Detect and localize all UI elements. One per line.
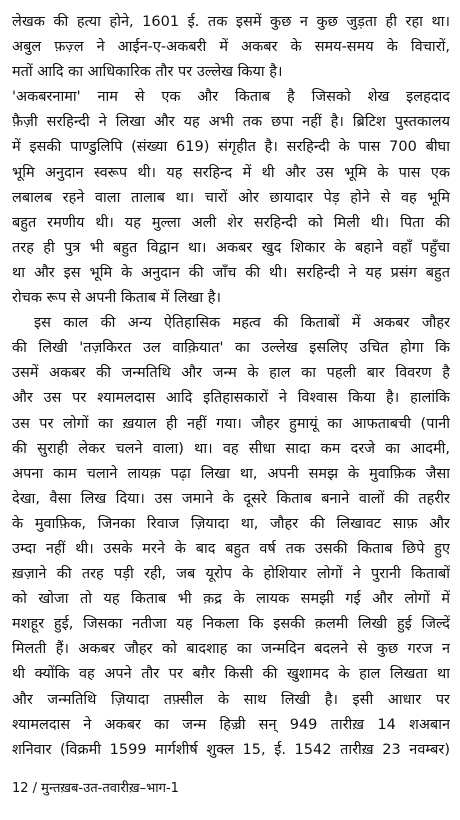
text-line: मशहूर हुई, जिसका नतीजा यह निकला कि इसकी क़लमी लिखी हुई जिल्दें — [12, 616, 450, 633]
text-line: 'अकबरनामा' नाम से एक और किताब है जिसको शेख इलहदाद — [12, 89, 450, 106]
text-line: देखा, वैसा लिख दिया। उस जमाने के दूसरे किताब बनाने वालों की तहरीर — [12, 490, 450, 507]
text-line: की लिखी 'तज़किरत उल वाक़ियात' का उल्लेख इसलिए उचित होगा कि — [12, 340, 450, 357]
text-line: था और इस भूमि के अनुदान की जाँच की थी। सरहिन्दी ने यह प्रसंग बहुत — [12, 264, 450, 281]
text-line: उम्दा नहीं थी। उसके मरने के बाद बहुत वर्ष तक उसकी किताब छिपे हुए — [12, 540, 450, 557]
text-line: इस काल की अन्य ऐतिहासिक महत्व की किताबों में अकबर जौहर — [34, 315, 450, 332]
text-line: भूमि अनुदान स्वरूप थी। यह सरहिन्द में थी और उस भूमि के पास एक — [12, 164, 450, 181]
text-line: बहुत रमणीय थी। यह मुल्ला अली शेर सरहिन्दी को मिली थी। पिता की — [12, 214, 450, 231]
text-body — [12, 10, 450, 763]
text-line: अबुल फ़ज़्ल ने आईन-ए-अकबरी में अकबर के समय-समय के विचारों, — [12, 39, 450, 56]
paragraph — [12, 85, 450, 311]
text-line: फ़ैज़ी सरहिन्दी ने लिखा और यह अभी तक छपा नहीं है। ब्रिटिश पुस्तकालय — [12, 114, 450, 131]
paragraph — [12, 311, 450, 763]
text-line: की सुराही लेकर चलने वाला) था। वह सीधा सादा कम दरजे का आदमी, — [12, 440, 450, 457]
text-line: लेखक की हत्या होने, 1601 ई. तक इसमें कुछ न कुछ जुड़ता ही रहा था। — [12, 14, 450, 30]
paragraph — [12, 10, 450, 85]
text-line: लबालब रहने वाला तालाब था। चारों ओर छायादार पेड़ होने से वह भूमि — [12, 189, 450, 206]
text-line: श्यामलदास ने अकबर का जन्म हिज़्री सन् 949 तारीख़ 14 शअबान — [12, 716, 450, 733]
document-page — [12, 10, 450, 810]
text-line: में इसकी पाण्डुलिपि (संख्या 619) संगृहीत है। सरहिन्दी के पास 700 बीघा — [12, 139, 450, 156]
text-line: थी क्योंकि वह अपने तौर पर बग़ैर किसी की खुशामद के हाल लिखता था — [12, 666, 450, 683]
text-line: उस पर लोगों का ख़याल ही नहीं गया। जौहर हुमायूं का आफताबची (पानी — [12, 415, 450, 432]
text-line: के मुवाफ़िक, जिनका रिवाज ज़ियादा था, जौहर की लिखावट साफ़ और — [12, 515, 450, 532]
text-line: को खोजा तो यह किताब भी क़द्र के लायक समझी गई और लोगों में — [12, 591, 450, 608]
text-line: मिलती हैं। अकबर जौहर को बादशाह का जन्मदिन बदलने से कुछ गरज न — [12, 641, 450, 658]
text-line: और उस पर श्यामलदास आदि इतिहासकारों ने विश्वास किया है। हालांकि — [12, 390, 450, 407]
text-line: शनिवार (विक्रमी 1599 मार्गशीर्ष शुक्ल 15, ई. 1542 तारीख़ 23 नवम्बर) — [12, 741, 450, 758]
text-line: उसमें अकबर की जन्मतिथि और जन्म के हाल का पहली बार विवरण है — [12, 365, 450, 382]
text-line: रोचक रूप से अपनी किताब में लिखा है। — [12, 290, 221, 307]
page-footer: 12 / मुन्तख़ब-उत-तवारीख़–भाग-1 — [12, 781, 179, 796]
text-line: ख़ज़ाने की तरह पड़ी रही, जब यूरोप के होशियार लोगों ने पुरानी किताबों — [12, 566, 450, 583]
text-line: अपना काम चलाने लायक़ पढ़ा लिखा था, अपनी समझ के मुवाफ़िक जैसा — [12, 465, 450, 482]
text-line: तरह ही पुत्र भी बहुत विद्वान था। अकबर खुद शिकार के बहाने वहाँ पहुँचा — [12, 239, 450, 256]
text-line: मतों आदि का आधिकारिक तौर पर उल्लेख किया है। — [12, 64, 283, 81]
text-line: और जन्मतिथि ज़ियादा तफ़्सील के साथ लिखी है। इसी आधार पर — [12, 691, 450, 708]
